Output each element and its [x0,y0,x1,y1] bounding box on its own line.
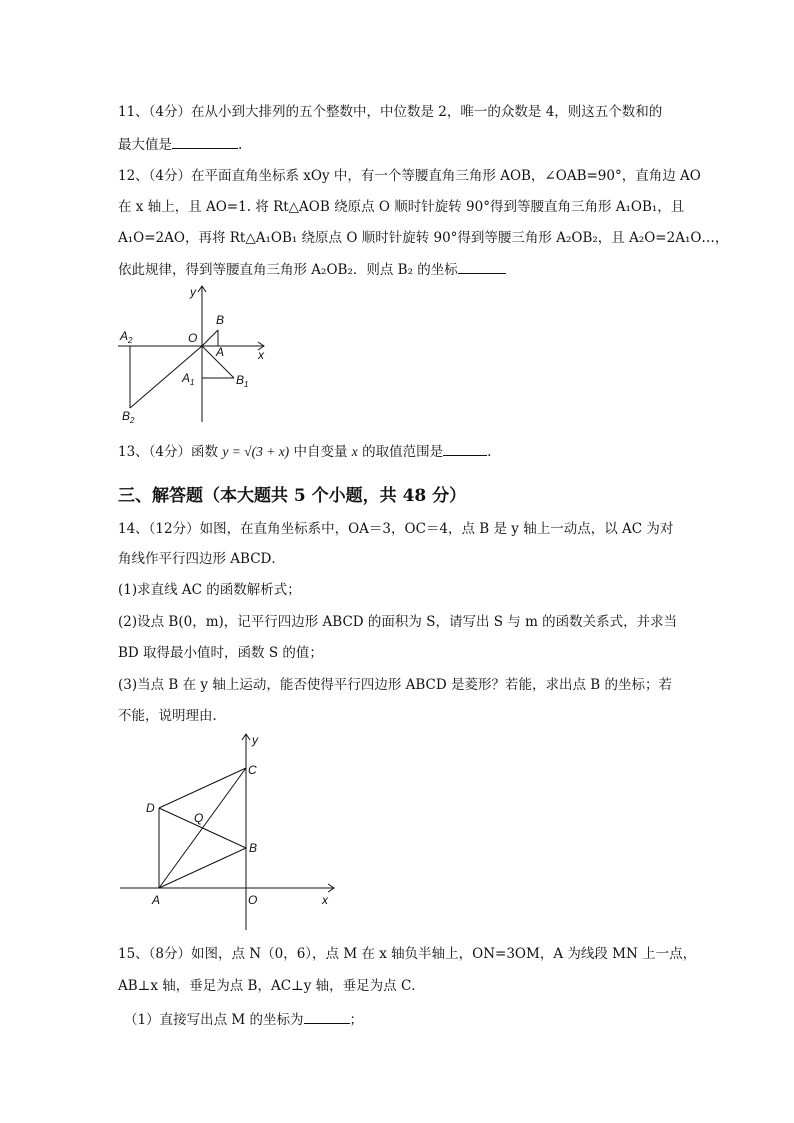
q14-part3b: 不能，说明理由． [118,708,226,724]
q15-part1-prefix: （1）直接写出点 M 的坐标为 [124,1012,304,1028]
q12-answer-blank[interactable] [458,259,506,274]
q15-line1: 15、（8分）如图，点 N（0，6），点 M 在 x 轴负半轴上，ON=3OM，A 为线段 MN 上一点， [118,946,697,962]
q14-segment-DC [159,768,246,808]
q13-line [118,441,491,462]
q14-label-y: y [252,733,258,747]
q12-label-A: A [216,345,225,359]
q14-label-Q: Q [194,811,204,825]
q13-variable: x [351,444,358,459]
q13-answer-blank[interactable] [443,441,487,456]
q13-end: . [487,444,492,460]
q15-answer-blank[interactable] [304,1009,350,1024]
q14-part2b: BD 取得最小值时，函数 S 的值； [118,645,323,661]
q12-label-B: B [216,313,225,327]
q14-figure [112,730,342,935]
q12-label-y: y [190,285,196,299]
q14-line2: 角线作平行四边形 ABCD． [118,551,285,567]
q13-suffix: 的取值范围是 [362,444,444,460]
q13-middle: 中自变量 [293,444,348,460]
q14-label-C: C [248,763,257,777]
q13-function: y = √(3 + x) [222,444,290,459]
q12-line4 [118,259,506,280]
q12-segment-OB [202,330,218,346]
q12-line1: 12、（4分）在平面直角坐标系 xOy 中，有一个等腰直角三角形 AOB，∠OAB=90°，直角边 AO [118,168,701,184]
q12-label-x: x [258,348,264,362]
q14-part3a: (3)当点 B 在 y 轴上运动，能否使得平行四边形 ABCD 是菱形？若能，求出点 B 的坐标；若 [118,677,672,693]
q12-label-O: O [188,331,198,345]
q12-figure [112,282,282,430]
q11-answer-blank[interactable] [172,134,238,149]
q11-line2 [118,134,242,155]
q12-segment-OB2 [130,346,202,408]
q14-label-O: O [248,893,258,907]
q14-label-A: A [152,893,161,907]
q15-part1 [124,1009,363,1030]
q12-label-A1: $A_1$ [182,371,195,387]
q14-label-B: B [249,841,258,855]
q11-line2-prefix: 最大值是 [118,137,172,153]
q12-label-B2: $B_2$ [122,409,135,425]
q11-line1: 11、（4分）在从小到大排列的五个整数中，中位数是 2，唯一的众数是 4，则这五个数和的 [118,104,663,120]
q14-label-x: x [322,893,328,907]
q15-part1-suffix: ； [349,1012,363,1028]
q12-label-B1: $B_1$ [236,373,249,389]
q12-line3: A₁O=2AO，再将 Rt△A₁OB₁ 绕原点 O 顺时针旋转 90°得到等腰三角形 A₂OB₂，且 A₂O=2A₁O…， [118,230,729,246]
q12-label-A2: $A_2$ [120,329,133,345]
q14-part2a: (2)设点 B(0，m)，记平行四边形 ABCD 的面积为 S，请写出 S 与 m 的函数关系式，并求当 [118,614,678,630]
section3-title: 三、解答题（本大题共 5 个小题，共 48 分） [118,486,467,506]
q15-line2: AB⊥x 轴，垂足为点 B，AC⊥y 轴，垂足为点 C． [118,978,425,994]
q14-line1: 14、（12分）如图，在直角坐标系中，OA＝3，OC＝4，点 B 是 y 轴上一动点，以 AC 为对 [118,521,674,537]
q14-part1: (1)求直线 AC 的函数解析式； [118,582,301,598]
q14-segment-AB [159,848,246,888]
q13-prefix: 13、（4分）函数 [118,444,219,460]
q14-label-D: D [146,801,155,815]
q12-line2: 在 x 轴上，且 AO=1. 将 Rt△AOB 绕原点 O 顺时针旋转 90°得到等腰直角三角形 A₁OB₁，且 [118,199,685,215]
q11-line2-suffix: . [238,137,243,153]
q12-line4-prefix: 依此规律，得到等腰直角三角形 A₂OB₂．则点 B₂ 的坐标 [118,262,458,278]
